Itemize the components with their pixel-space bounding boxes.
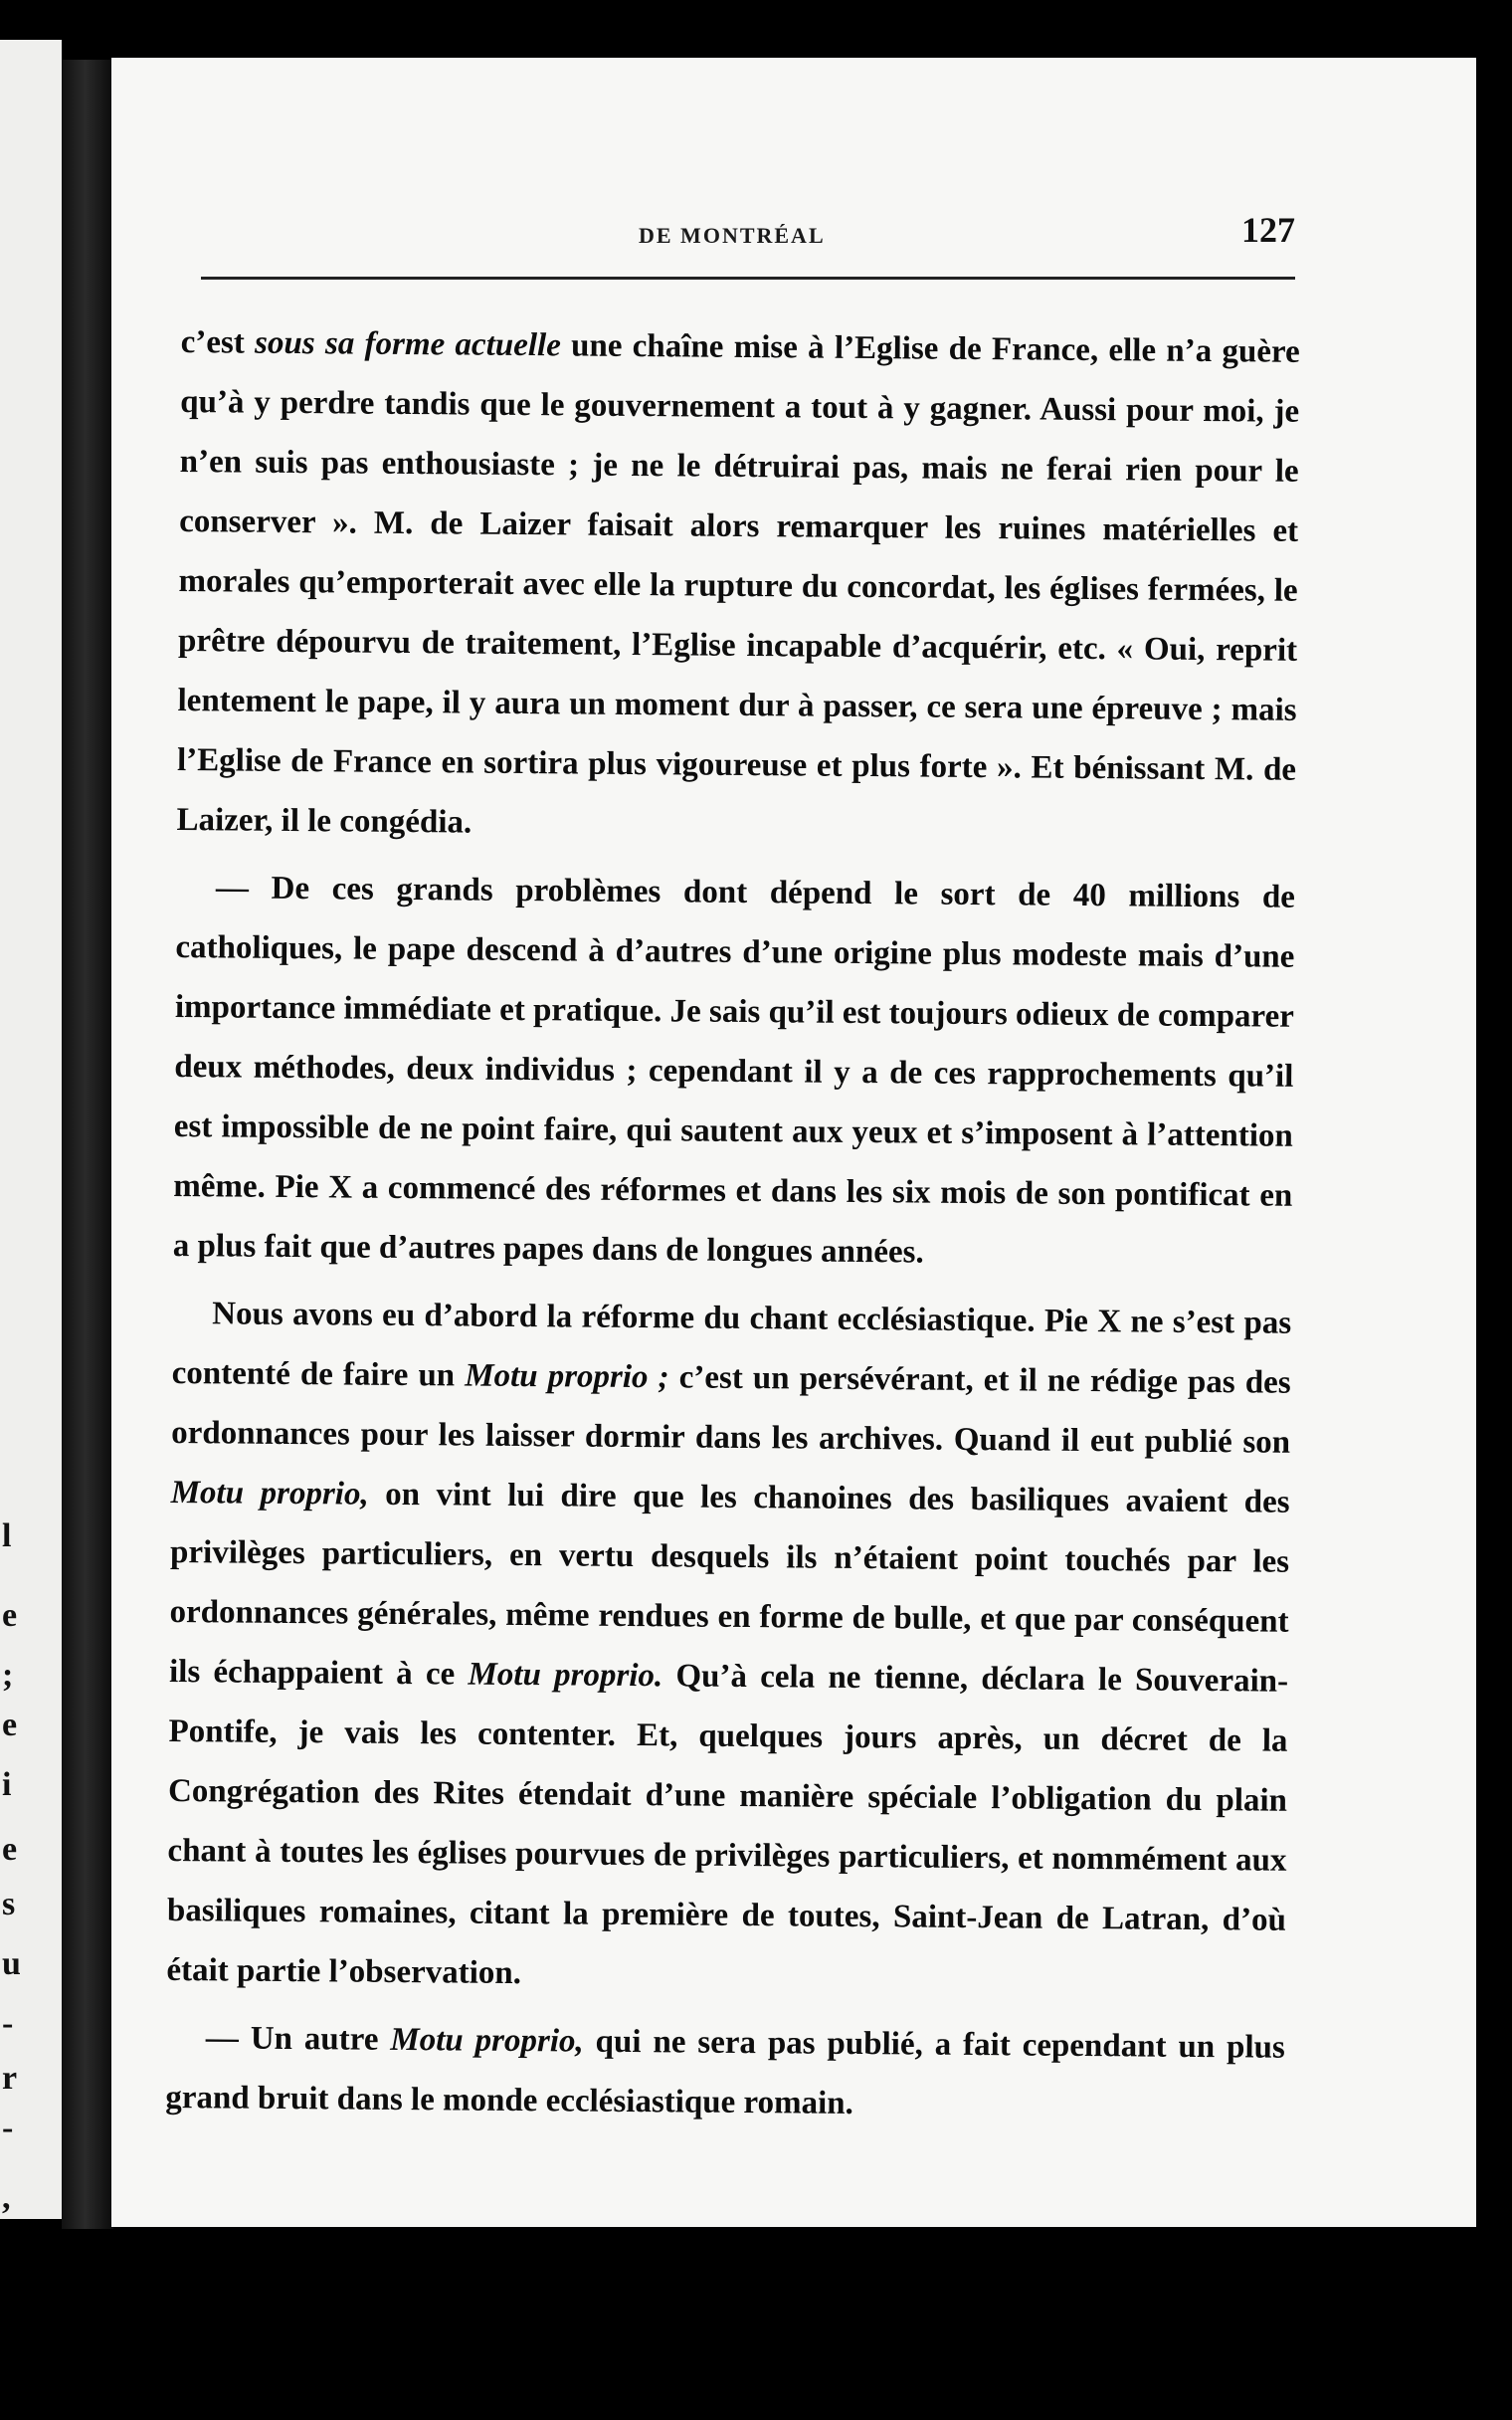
italic-run: Motu proprio, [170,1474,369,1512]
book-page [111,58,1476,2227]
italic-run: Motu proprio. [468,1656,663,1695]
facing-page-fragment: e [2,1707,18,1743]
text-run: une chaîne mise à l’Eglise de France, elle n’a guère qu’à y perdre tandis que le gouvernement a tout à y gagner. Aussi pour moi, je n’en suis pas enthousiaste ; je ne le détruirai pas, mais ne ferai rien pour le conserver ». M. de Laizer faisait alors remarquer les ruines matérielles et morales qu’emporterait avec elle la rupture du concordat, les églises fermées, le prêtre dépourvu de traitement, l’Eglise incapable d’acquérir, etc. « Oui, reprit lentement le pape, il y aura un moment dur à passer, ce sera une épreuve ; mais l’Eglise de France en sortira plus vigoureuse et plus forte ». Et bénissant M. de Laizer, il le congédia. [176,327,1300,841]
paragraph [166,1284,1291,2010]
text-run: — Un autre [205,2020,391,2058]
page-header [111,207,1476,267]
text-run: qui ne sera pas publié, a fait cependant un plus grand bruit dans le monde ecclésiastique romain. [165,2023,1285,2121]
italic-run: Motu proprio ; [465,1357,669,1396]
paragraph [173,858,1296,1286]
facing-page-fragment: u [2,1945,21,1982]
facing-page-fragment: i [2,1766,12,1803]
text-run: — De ces grands problèmes dont dépend le sort de 40 millions de catholiques, le pape descend à d’autres d’une origine plus modeste mais d’une importance immédiate et pratique. Je sais qu’il est toujours odieux de comparer deux méthodes, deux individus ; cependant il y a de ces rapprochements qu’il est impossible de ne point faire, qui sautent aux yeux et s’imposent à l’attention même. Pie X a commencé des réformes et dans les six mois de son pontificat en a plus fait que d’autres papes dans de longues années. [172,870,1296,1271]
facing-page-fragment: r [2,2060,18,2097]
page-number: 127 [1241,210,1295,250]
facing-page-fragment: s [2,1886,16,1922]
paragraph [165,2008,1285,2137]
text-run: on vint lui dire que les chanoines des basiliques avaient des privilèges particuliers, en vertu desquels ils n’étaient point touchés par les ordonnances générales, même rendues en forme de bulle, et que par conséquent ils échappaient à ce [168,1476,1290,1693]
book-gutter [62,60,113,2229]
facing-page-fragment: l [2,1517,12,1554]
facing-page-fragment: e [2,1597,18,1634]
text-run: Nous avons eu d’abord la réforme du chant ecclésiastique. Pie X ne s’est pas contenté de faire un [171,1296,1292,1394]
text-run: c’est [180,323,256,361]
facing-page-edge [0,40,62,2219]
italic-run: Motu proprio, [390,2021,584,2060]
italic-run: sous sa forme actuelle [254,324,561,364]
text-run: Qu’à cela ne tienne, déclara le Souverain-Pontife, je vais les contenter. Et, quelques jours après, un décret de la Congrégation des Rites étendait d’une manière spéciale l’obligation du plain chant à toutes les églises pourvues de privilèges particuliers, et nommément aux basiliques romaines, citant la première de toutes, Saint-Jean de Latran, d’où était partie l’observation. [166,1658,1289,1992]
body-text [165,312,1300,2145]
paragraph [176,312,1300,860]
running-head: DE MONTRÉAL [639,223,826,248]
facing-page-fragment: - [2,2005,14,2042]
facing-page-fragment: e [2,1831,18,1868]
facing-page-fragment: , [2,2179,11,2216]
facing-page-fragment: ; [2,1657,14,1694]
text-run: c’est un persévérant, et il ne rédige pas des ordonnances pour les laisser dormir dans les archives. Quand il eut publié son [171,1359,1291,1461]
header-rule [201,277,1295,280]
facing-page-fragment: - [2,2110,14,2146]
